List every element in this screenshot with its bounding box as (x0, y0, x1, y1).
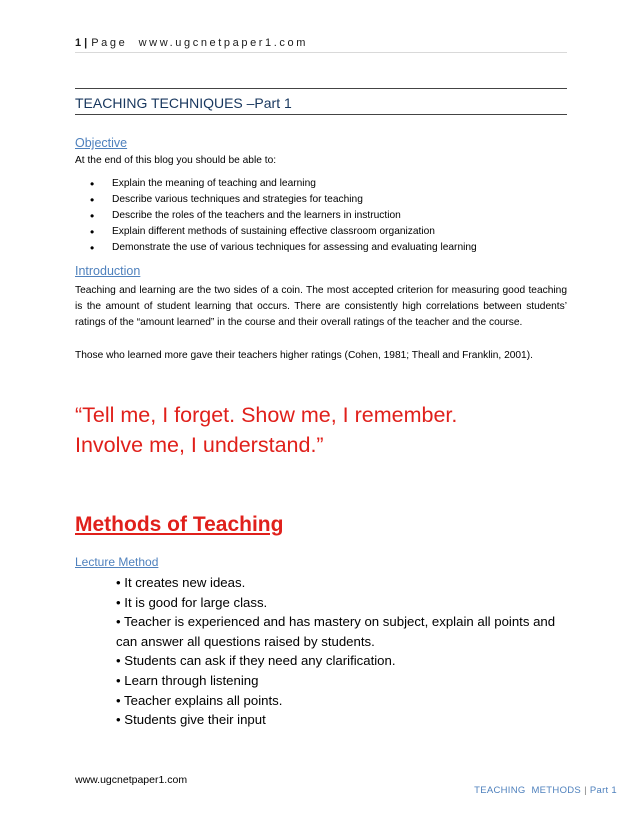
list-item: • It creates new ideas. (116, 575, 246, 590)
objective-list (88, 176, 477, 256)
objective-heading: Objective (75, 136, 128, 150)
footer-url: www.ugcnetpaper1.com (75, 774, 188, 786)
list-item: • It is good for large class. (116, 594, 268, 610)
quote (75, 400, 595, 460)
list-item: • Explain different methods of sustaining effective classroom organization (88, 224, 477, 240)
header-separator: | (84, 37, 88, 49)
lecture-points (116, 573, 568, 730)
footer-section-title: TEACHING METHODS (474, 785, 582, 796)
list-item: • Describe the roles of the teachers and the learners in instruction (88, 208, 477, 224)
quote-line-1: “Tell me, I forget. Show me, I remember. (75, 403, 458, 427)
page-number: 1 (75, 37, 82, 49)
introduction-paragraph-2: Those who learned more gave their teachers higher ratings (Cohen, 1981; Theall and Franklin, 2001). (75, 350, 533, 361)
introduction-paragraph-1: Teaching and learning are the two sides of a coin. The most accepted criterion for measuring good teaching is the amount of student learning that occurs. There are consistently high correlations between students’ ratings of the “amount learned” in the course and their overall ratings of the teacher and the course. (75, 285, 567, 328)
list-item: • Teacher explains all points. (116, 692, 283, 708)
title-rule-bottom (75, 114, 567, 115)
header-divider (75, 52, 567, 53)
list-item: • Explain the meaning of teaching and learning (88, 176, 477, 192)
footer-part: Part 1 (589, 785, 617, 796)
footer-separator: | (584, 785, 587, 796)
page-label: Page (91, 37, 128, 49)
list-item: • Describe various techniques and strategies for teaching (88, 192, 477, 208)
document-title: TEACHING TECHNIQUES –Part 1 (75, 95, 292, 111)
list-item: • Students can ask if they need any clarification. (116, 653, 396, 669)
list-item: • Teacher is experienced and has mastery on subject, explain all points and can answer all questions raised by students. (116, 614, 556, 649)
lecture-method-heading: Lecture Method (75, 555, 159, 569)
list-item: • Learn through listening (116, 672, 259, 688)
list-item: • Demonstrate the use of various techniques for assessing and evaluating learning (88, 240, 477, 256)
introduction-heading: Introduction (75, 264, 141, 278)
list-item: • Students give their input (116, 712, 266, 728)
footer-section (474, 785, 617, 796)
methods-heading: Methods of Teaching (75, 513, 284, 536)
objective-lead: At the end of this blog you should be able to: (75, 155, 277, 166)
quote-line-2: Involve me, I understand.” (75, 433, 324, 457)
title-rule-top (75, 88, 567, 89)
page-header (75, 37, 308, 49)
header-site: www.ugcnetpaper1.com (138, 37, 309, 49)
